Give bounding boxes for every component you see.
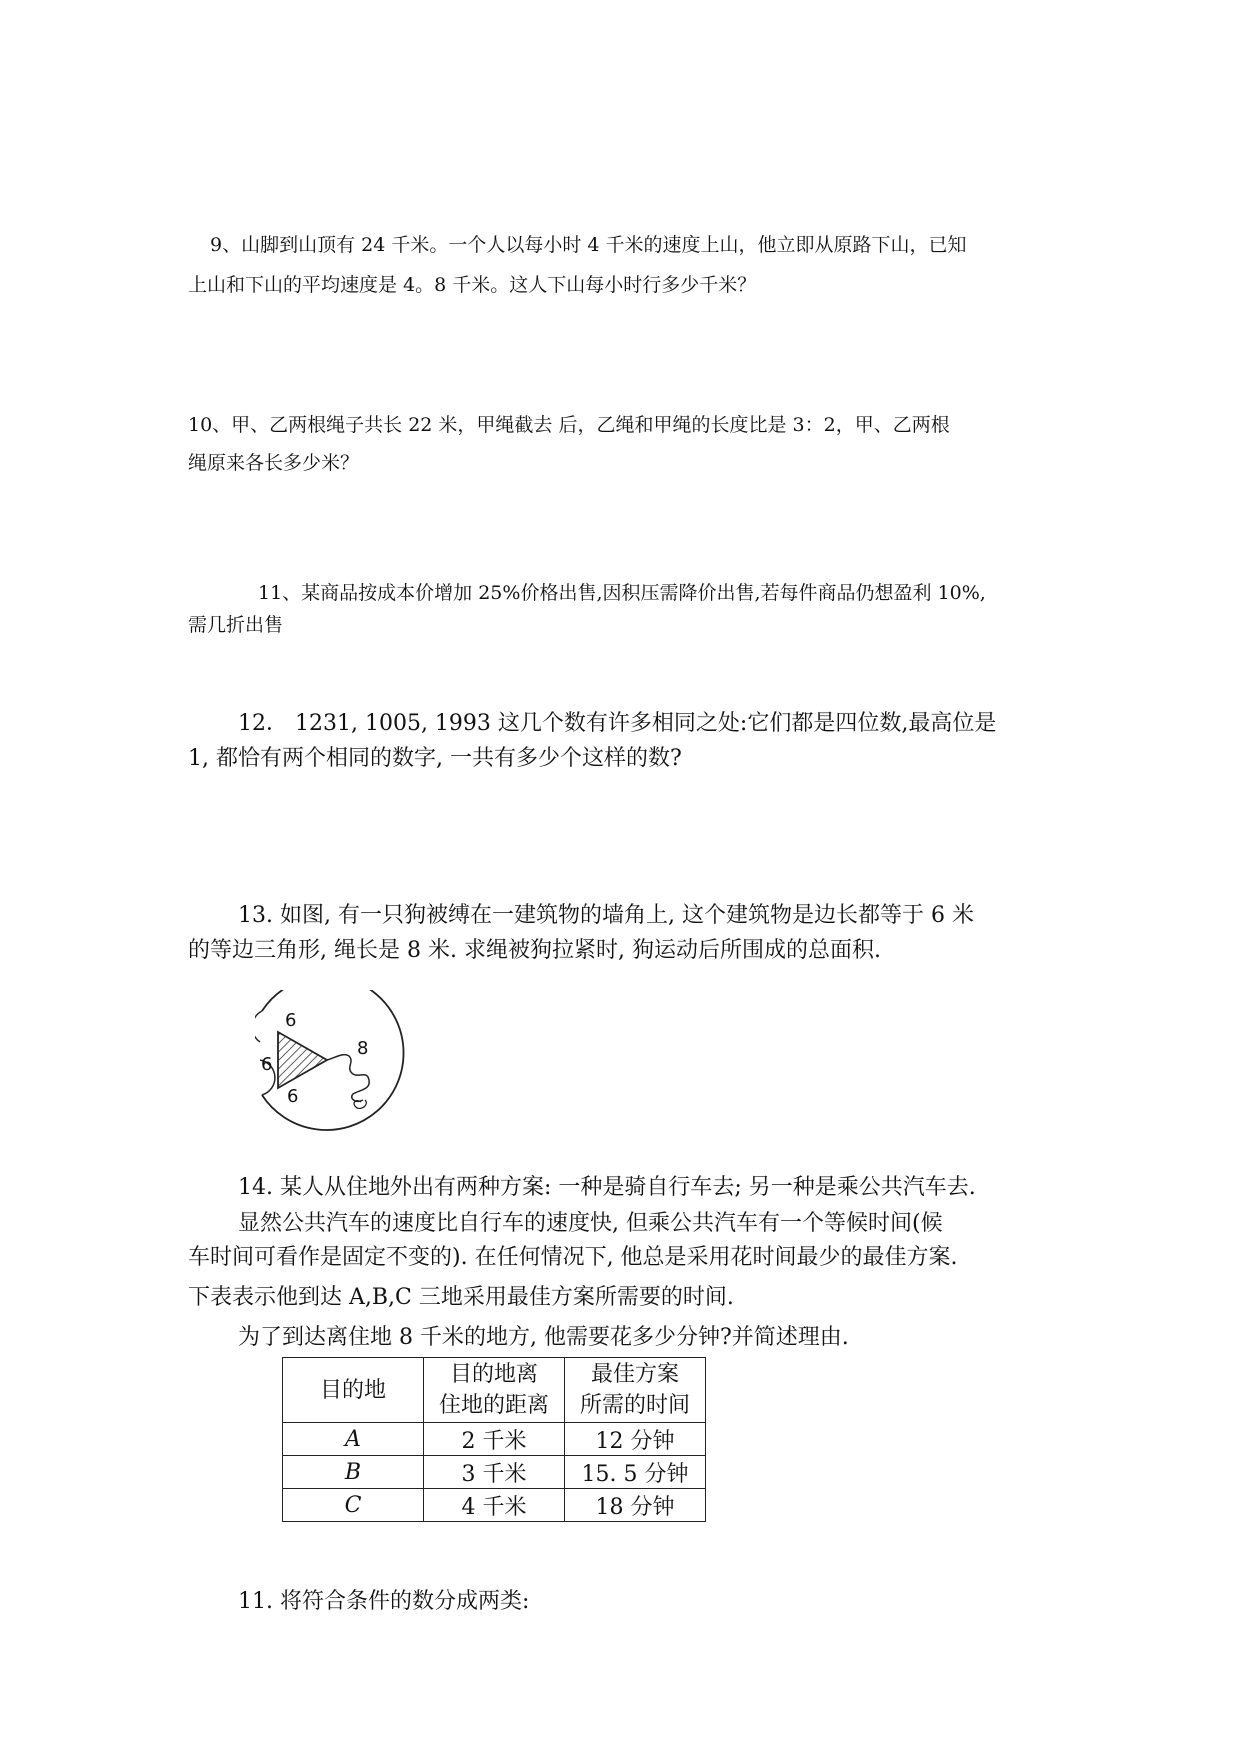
dog-rope-figure (255, 990, 415, 1150)
header-time: 最佳方案 所需的时间 (565, 1358, 706, 1423)
row-b-time: 15. 5 分钟 (565, 1456, 706, 1489)
row-a-time: 12 分钟 (565, 1423, 706, 1456)
q12-line1: 12． 1231, 1005, 1993 这几个数有许多相同之处:它们都是四位数,最高位是 (238, 711, 997, 736)
table-row (283, 1423, 706, 1456)
row-b-dest: B (283, 1456, 424, 1489)
header-distance: 目的地离 住地的距离 (424, 1358, 565, 1423)
row-c-time: 18 分钟 (565, 1489, 706, 1522)
table-header-row (283, 1358, 706, 1423)
upper-small-arc (255, 1011, 262, 1042)
row-c-dest: C (283, 1489, 424, 1522)
label-left: 6 (261, 1054, 273, 1075)
triangle-building (278, 1032, 327, 1088)
q10-line2: 绳原来各长多少米？ (188, 452, 360, 474)
table-row (283, 1489, 706, 1522)
q10-line1: 10、甲、乙两根绳子共长 22 米，甲绳截去 后，乙绳和甲绳的长度比是 3：2，甲、乙两根 (188, 414, 950, 436)
q14-line1: 14. 某人从住地外出有两种方案: 一种是骑自行车去; 另一种是乘公共汽车去. (238, 1175, 976, 1200)
q14-line2: 显然公共汽车的速度比自行车的速度快, 但乘公共汽车有一个等候时间(候 (238, 1211, 943, 1236)
row-a-dest: A (283, 1423, 424, 1456)
row-a-dist: 2 千米 (424, 1423, 565, 1456)
q11b-text: 11. 将符合条件的数分成两类: (238, 1589, 530, 1614)
table-row (283, 1456, 706, 1489)
label-top: 6 (285, 1010, 297, 1031)
distance-time-table (282, 1357, 706, 1522)
q11a-line1: 11、某商品按成本价增加 25%价格出售,因积压需降价出售,若每件商品仍想盈利 10%, (258, 582, 986, 604)
rope-line (327, 1055, 369, 1102)
label-bottom: 6 (287, 1086, 299, 1107)
q14-line4: 下表表示他到达 A,B,C 三地采用最佳方案所需要的时间. (188, 1285, 734, 1310)
q9-line1: 9、山脚到山顶有 24 千米。一个人以每小时 4 千米的速度上山，他立即从原路下山，已知 (210, 234, 967, 256)
label-rope: 8 (357, 1038, 369, 1059)
row-b-dist: 3 千米 (424, 1456, 565, 1489)
q12-line2: 1, 都恰有两个相同的数字, 一共有多少个这样的数? (188, 746, 682, 771)
q14-line5: 为了到达离住地 8 千米的地方, 他需要花多少分钟?并简述理由. (238, 1325, 849, 1350)
header-destination: 目的地 (283, 1358, 424, 1423)
dog-squiggle (354, 1100, 366, 1108)
q13-line1: 13. 如图, 有一只狗被缚在一建筑物的墙角上, 这个建筑物是边长都等于 6 米 (238, 903, 974, 928)
q11a-line2: 需几折出售 (188, 614, 284, 636)
q13-line2: 的等边三角形, 绳长是 8 米. 求绳被狗拉紧时, 狗运动后所围成的总面积. (188, 938, 881, 963)
q9-line2: 上山和下山的平均速度是 4。8 千米。这人下山每小时行多少千米？ (188, 274, 757, 296)
row-c-dist: 4 千米 (424, 1489, 565, 1522)
q14-line3: 车时间可看作是固定不变的). 在任何情况下, 他总是采用花时间最少的最佳方案. (188, 1245, 958, 1270)
